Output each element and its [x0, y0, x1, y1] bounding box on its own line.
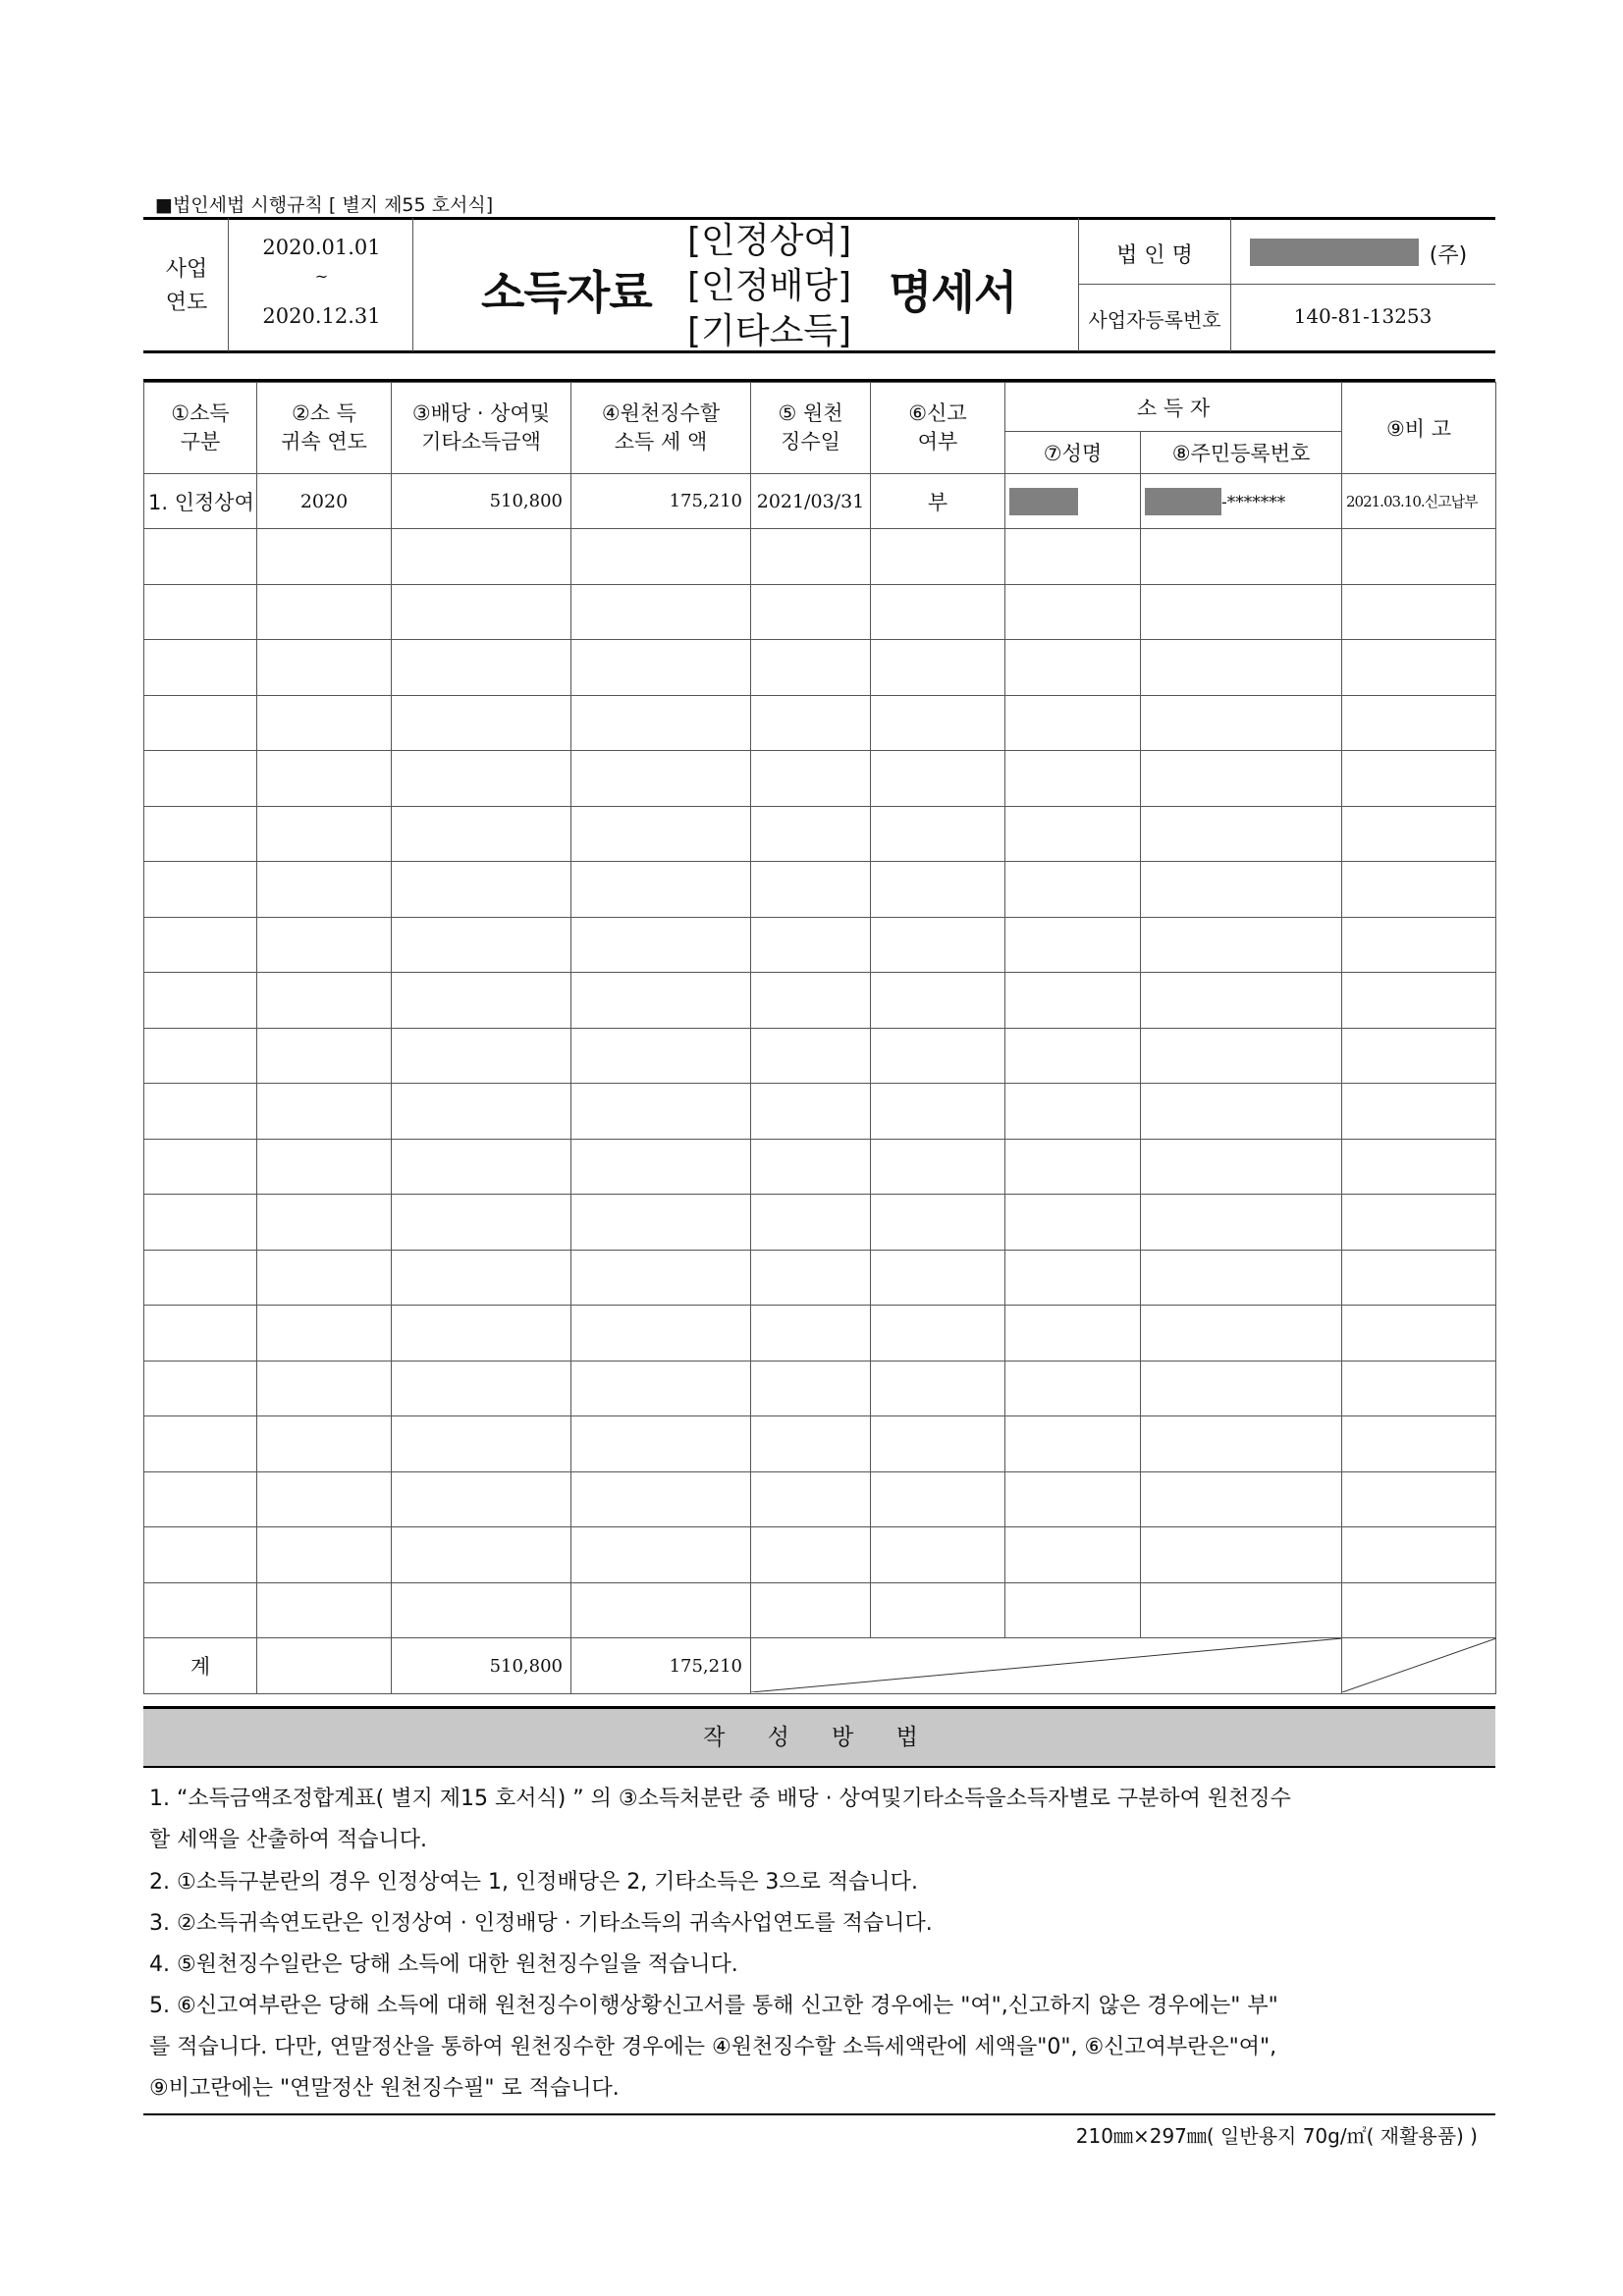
- empty-table-row: [144, 1250, 1496, 1306]
- empty-cell: [144, 1361, 257, 1416]
- period-tilde: ~: [314, 267, 329, 286]
- redacted-name: [1009, 488, 1078, 515]
- empty-cell: [1141, 1361, 1342, 1416]
- empty-cell: [571, 917, 751, 973]
- empty-cell: [751, 529, 871, 585]
- empty-cell: [392, 1250, 571, 1306]
- empty-cell: [571, 1306, 751, 1362]
- empty-cell: [392, 584, 571, 640]
- empty-cell: [1005, 1139, 1141, 1195]
- guide-line: 를 적습니다. 다만, 연말정산을 통하여 원천징수한 경우에는 ④원천징수할 소득세액란에 세액을"0", ⑥신고여부란은"여",: [149, 2035, 1277, 2059]
- empty-cell: [1005, 1527, 1141, 1583]
- total-row: [144, 1638, 1496, 1694]
- remarks-cell: 2021.03.10.신고납부: [1342, 474, 1496, 529]
- empty-cell: [144, 1306, 257, 1362]
- empty-cell: [144, 806, 257, 862]
- empty-cell: [1141, 1139, 1342, 1195]
- income-data-table: [143, 382, 1496, 1694]
- empty-cell: [871, 751, 1005, 807]
- empty-cell: [144, 1471, 257, 1527]
- empty-cell: [1342, 973, 1496, 1029]
- empty-table-row: [144, 862, 1496, 918]
- empty-cell: [571, 1250, 751, 1306]
- empty-cell: [571, 640, 751, 696]
- empty-cell: [257, 917, 392, 973]
- empty-cell: [871, 1361, 1005, 1416]
- empty-cell: [144, 1527, 257, 1583]
- period-end: 2020.12.31: [262, 304, 381, 328]
- empty-cell: [257, 973, 392, 1029]
- empty-cell: [571, 1527, 751, 1583]
- form-title-left: 소득자료: [481, 266, 652, 319]
- empty-cell: [751, 1416, 871, 1472]
- empty-cell: [1342, 584, 1496, 640]
- empty-table-row: [144, 1139, 1496, 1195]
- empty-table-row: [144, 1582, 1496, 1638]
- guide-line: 할 세액을 산출하여 적습니다.: [149, 1828, 427, 1852]
- empty-cell: [144, 862, 257, 918]
- redacted-corp-name: [1250, 239, 1419, 266]
- empty-cell: [871, 973, 1005, 1029]
- empty-cell: [1342, 1084, 1496, 1140]
- empty-cell: [1141, 584, 1342, 640]
- empty-cell: [392, 529, 571, 585]
- empty-cell: [571, 806, 751, 862]
- empty-cell: [1005, 1416, 1141, 1472]
- empty-cell: [257, 1139, 392, 1195]
- empty-table-row: [144, 1471, 1496, 1527]
- empty-cell: [1141, 806, 1342, 862]
- empty-cell: [871, 1139, 1005, 1195]
- empty-cell: [871, 1250, 1005, 1306]
- empty-cell: [257, 751, 392, 807]
- table-row: [144, 474, 1496, 529]
- empty-cell: [392, 1084, 571, 1140]
- empty-cell: [1141, 1028, 1342, 1084]
- guide-line: ⑨비고란에는 "연말정산 원천징수필" 로 적습니다.: [149, 2076, 620, 2101]
- empty-cell: [1141, 1306, 1342, 1362]
- empty-cell: [751, 751, 871, 807]
- empty-cell: [751, 1139, 871, 1195]
- empty-cell: [1005, 973, 1141, 1029]
- total-remarks-crossed: [1342, 1638, 1496, 1694]
- empty-table-row: [144, 1527, 1496, 1583]
- header-divider: [412, 218, 413, 351]
- name-cell: [1005, 474, 1141, 529]
- col-header-income-amount: ③배당 · 상여및 기타소득금액: [392, 383, 571, 474]
- empty-cell: [871, 917, 1005, 973]
- total-crossed-cell: [751, 1638, 1342, 1694]
- empty-cell: [751, 640, 871, 696]
- empty-cell: [871, 529, 1005, 585]
- empty-cell: [1342, 862, 1496, 918]
- col-header-remarks: ⑨비 고: [1342, 383, 1496, 474]
- empty-cell: [871, 1471, 1005, 1527]
- empty-cell: [871, 1527, 1005, 1583]
- empty-cell: [392, 751, 571, 807]
- empty-cell: [871, 1306, 1005, 1362]
- empty-cell: [751, 806, 871, 862]
- empty-cell: [1141, 917, 1342, 973]
- empty-cell: [751, 917, 871, 973]
- empty-cell: [257, 1416, 392, 1472]
- empty-cell: [144, 917, 257, 973]
- guide-line: 1. “소득금액조정합계표( 별지 제15 호서식) ” 의 ③소득처분란 중 배당 · 상여및기타소득을소득자별로 구분하여 원천징수: [149, 1787, 1291, 1811]
- empty-cell: [571, 1471, 751, 1527]
- empty-cell: [571, 695, 751, 751]
- empty-cell: [257, 1306, 392, 1362]
- empty-cell: [751, 695, 871, 751]
- empty-cell: [1342, 695, 1496, 751]
- guide-line: 3. ②소득귀속연도란은 인정상여 · 인정배당 · 기타소득의 귀속사업연도를 적습니다.: [149, 1911, 933, 1936]
- empty-cell: [571, 1416, 751, 1472]
- header-divider: [1230, 218, 1231, 351]
- empty-cell: [1005, 1471, 1141, 1527]
- empty-cell: [144, 1139, 257, 1195]
- empty-cell: [1005, 695, 1141, 751]
- empty-cell: [1005, 806, 1141, 862]
- biz-reg-number: 140-81-13253: [1293, 304, 1433, 328]
- empty-cell: [571, 862, 751, 918]
- empty-cell: [751, 1250, 871, 1306]
- empty-cell: [257, 1361, 392, 1416]
- empty-cell: [144, 640, 257, 696]
- empty-cell: [751, 1361, 871, 1416]
- col-header-reported: ⑥신고 여부: [871, 383, 1005, 474]
- guide-title-bar: 작 성 방 법: [143, 1706, 1495, 1768]
- empty-cell: [1005, 1195, 1141, 1251]
- empty-cell: [1141, 640, 1342, 696]
- empty-table-row: [144, 973, 1496, 1029]
- empty-cell: [871, 806, 1005, 862]
- empty-cell: [144, 1084, 257, 1140]
- empty-cell: [571, 973, 751, 1029]
- empty-cell: [871, 1416, 1005, 1472]
- empty-cell: [751, 1527, 871, 1583]
- empty-cell: [392, 1306, 571, 1362]
- empty-cell: [1141, 1527, 1342, 1583]
- empty-cell: [257, 640, 392, 696]
- empty-cell: [392, 1471, 571, 1527]
- withholding-date-cell: 2021/03/31: [751, 474, 871, 529]
- diagonal-line: [1342, 1638, 1496, 1692]
- empty-cell: [144, 1028, 257, 1084]
- reported-cell: 부: [871, 474, 1005, 529]
- empty-cell: [392, 1195, 571, 1251]
- biz-reg-label: 사업자등록번호: [1088, 308, 1221, 332]
- empty-cell: [1342, 751, 1496, 807]
- empty-cell: [1005, 1028, 1141, 1084]
- empty-cell: [751, 1028, 871, 1084]
- empty-cell: [392, 862, 571, 918]
- empty-cell: [751, 1471, 871, 1527]
- empty-table-row: [144, 806, 1496, 862]
- empty-cell: [871, 1582, 1005, 1638]
- empty-cell: [392, 1028, 571, 1084]
- guide-line: 2. ①소득구분란의 경우 인정상여는 1, 인정배당은 2, 기타소득은 3으로 적습니다.: [149, 1870, 918, 1895]
- total-blank: [257, 1638, 392, 1694]
- empty-cell: [144, 1582, 257, 1638]
- empty-table-row: [144, 584, 1496, 640]
- empty-table-row: [144, 529, 1496, 585]
- empty-cell: [144, 584, 257, 640]
- empty-cell: [392, 1361, 571, 1416]
- empty-cell: [257, 806, 392, 862]
- header-divider: [1078, 284, 1495, 285]
- empty-cell: [871, 1195, 1005, 1251]
- empty-cell: [144, 1250, 257, 1306]
- empty-cell: [751, 1306, 871, 1362]
- total-tax: 175,210: [571, 1638, 751, 1694]
- empty-cell: [257, 1028, 392, 1084]
- empty-table-row: [144, 1028, 1496, 1084]
- col-header-income-earner: 소 득 자: [1005, 383, 1342, 432]
- empty-cell: [257, 1195, 392, 1251]
- empty-cell: [1342, 640, 1496, 696]
- corp-name-suffix: (주): [1429, 243, 1468, 268]
- empty-cell: [1342, 1471, 1496, 1527]
- empty-cell: [257, 584, 392, 640]
- empty-cell: [1342, 1306, 1496, 1362]
- footer-rule: [143, 2113, 1495, 2115]
- empty-cell: [751, 1582, 871, 1638]
- empty-table-row: [144, 1361, 1496, 1416]
- empty-cell: [571, 584, 751, 640]
- empty-cell: [871, 584, 1005, 640]
- empty-cell: [392, 1582, 571, 1638]
- total-amount: 510,800: [392, 1638, 571, 1694]
- empty-cell: [1005, 1306, 1141, 1362]
- empty-cell: [1141, 1195, 1342, 1251]
- guide-line: 4. ⑤원천징수일란은 당해 소득에 대한 원천징수일을 적습니다.: [149, 1952, 738, 1977]
- empty-cell: [257, 1582, 392, 1638]
- empty-cell: [1005, 640, 1141, 696]
- empty-cell: [1342, 806, 1496, 862]
- empty-cell: [871, 695, 1005, 751]
- empty-cell: [257, 1084, 392, 1140]
- col-header-resident-id: ⑧주민등록번호: [1141, 432, 1342, 474]
- empty-cell: [257, 862, 392, 918]
- empty-cell: [1342, 1250, 1496, 1306]
- resident-id-cell: -*******: [1141, 474, 1342, 529]
- empty-cell: [144, 695, 257, 751]
- empty-cell: [257, 1250, 392, 1306]
- empty-cell: [751, 862, 871, 918]
- empty-cell: [392, 806, 571, 862]
- paper-spec: 210㎜×297㎜( 일반용지 70g/㎡( 재활용품) ): [1075, 2124, 1478, 2148]
- empty-cell: [1005, 584, 1141, 640]
- empty-cell: [571, 1195, 751, 1251]
- empty-cell: [1141, 973, 1342, 1029]
- empty-cell: [392, 973, 571, 1029]
- empty-cell: [871, 1028, 1005, 1084]
- guide-line: 5. ⑥신고여부란은 당해 소득에 대해 원천징수이행상황신고서를 통해 신고한 경우에는 "여",신고하지 않은 경우에는" 부": [149, 1994, 1278, 2018]
- empty-cell: [144, 1195, 257, 1251]
- redacted-id: [1145, 488, 1221, 515]
- empty-table-row: [144, 1416, 1496, 1472]
- total-label: 계: [144, 1638, 257, 1694]
- col-header-withholding-date: ⑤ 원천 징수일: [751, 383, 871, 474]
- empty-cell: [257, 1527, 392, 1583]
- empty-cell: [257, 1471, 392, 1527]
- empty-cell: [1141, 1084, 1342, 1140]
- empty-cell: [1005, 917, 1141, 973]
- empty-cell: [571, 751, 751, 807]
- empty-cell: [1342, 1361, 1496, 1416]
- empty-cell: [144, 529, 257, 585]
- empty-cell: [1005, 529, 1141, 585]
- empty-cell: [1005, 1582, 1141, 1638]
- empty-cell: [1141, 1416, 1342, 1472]
- header-divider: [1078, 218, 1079, 351]
- diagonal-line: [751, 1638, 1342, 1692]
- empty-cell: [751, 1084, 871, 1140]
- form-title-right: 명세서: [889, 266, 1017, 319]
- empty-cell: [1141, 529, 1342, 585]
- empty-cell: [571, 1139, 751, 1195]
- withholding-tax-cell: 175,210: [571, 474, 751, 529]
- empty-cell: [571, 1361, 751, 1416]
- empty-cell: [1342, 1028, 1496, 1084]
- empty-cell: [1342, 1195, 1496, 1251]
- empty-cell: [571, 1084, 751, 1140]
- header-divider: [228, 218, 229, 351]
- empty-cell: [1342, 529, 1496, 585]
- col-header-income-type: ①소득 구분: [144, 383, 257, 474]
- empty-cell: [871, 1084, 1005, 1140]
- empty-cell: [392, 695, 571, 751]
- empty-cell: [1342, 917, 1496, 973]
- empty-table-row: [144, 640, 1496, 696]
- empty-cell: [1141, 1250, 1342, 1306]
- empty-cell: [1005, 1250, 1141, 1306]
- form-title-options: [인정상여] [인정배당] [기타소득]: [687, 221, 852, 351]
- empty-table-row: [144, 1306, 1496, 1362]
- empty-cell: [1141, 1582, 1342, 1638]
- empty-cell: [751, 1195, 871, 1251]
- empty-cell: [1141, 751, 1342, 807]
- empty-cell: [1141, 1471, 1342, 1527]
- empty-table-row: [144, 751, 1496, 807]
- empty-table-row: [144, 695, 1496, 751]
- attribution-year-cell: 2020: [257, 474, 392, 529]
- empty-cell: [392, 1527, 571, 1583]
- empty-cell: [1342, 1416, 1496, 1472]
- business-year-label: 사업 연도: [165, 257, 208, 315]
- empty-cell: [1005, 862, 1141, 918]
- income-type-cell: 1. 인정상여: [144, 474, 257, 529]
- empty-cell: [1141, 695, 1342, 751]
- col-header-withholding-tax: ④원천징수할 소득 세 액: [571, 383, 751, 474]
- empty-cell: [257, 529, 392, 585]
- income-amount-cell: 510,800: [392, 474, 571, 529]
- corp-name-label: 법 인 명: [1116, 243, 1193, 268]
- empty-cell: [144, 973, 257, 1029]
- empty-cell: [1342, 1527, 1496, 1583]
- empty-cell: [871, 862, 1005, 918]
- empty-cell: [1342, 1139, 1496, 1195]
- empty-cell: [392, 1416, 571, 1472]
- empty-cell: [392, 640, 571, 696]
- period-start: 2020.01.01: [262, 236, 381, 259]
- empty-cell: [571, 1028, 751, 1084]
- empty-cell: [257, 695, 392, 751]
- empty-cell: [1141, 862, 1342, 918]
- form-label: ■법인세법 시행규칙 [ 별지 제55 호서식]: [155, 194, 494, 216]
- col-header-name: ⑦성명: [1005, 432, 1141, 474]
- empty-cell: [751, 973, 871, 1029]
- empty-cell: [571, 1582, 751, 1638]
- empty-table-row: [144, 1195, 1496, 1251]
- empty-cell: [392, 1139, 571, 1195]
- col-header-attribution-year: ②소 득 귀속 연도: [257, 383, 392, 474]
- empty-cell: [392, 917, 571, 973]
- empty-cell: [1005, 751, 1141, 807]
- empty-cell: [751, 584, 871, 640]
- empty-table-row: [144, 1084, 1496, 1140]
- empty-cell: [144, 1416, 257, 1472]
- empty-cell: [871, 640, 1005, 696]
- empty-cell: [144, 751, 257, 807]
- empty-cell: [1005, 1084, 1141, 1140]
- empty-cell: [571, 529, 751, 585]
- empty-cell: [1342, 1582, 1496, 1638]
- empty-table-row: [144, 917, 1496, 973]
- empty-cell: [1005, 1361, 1141, 1416]
